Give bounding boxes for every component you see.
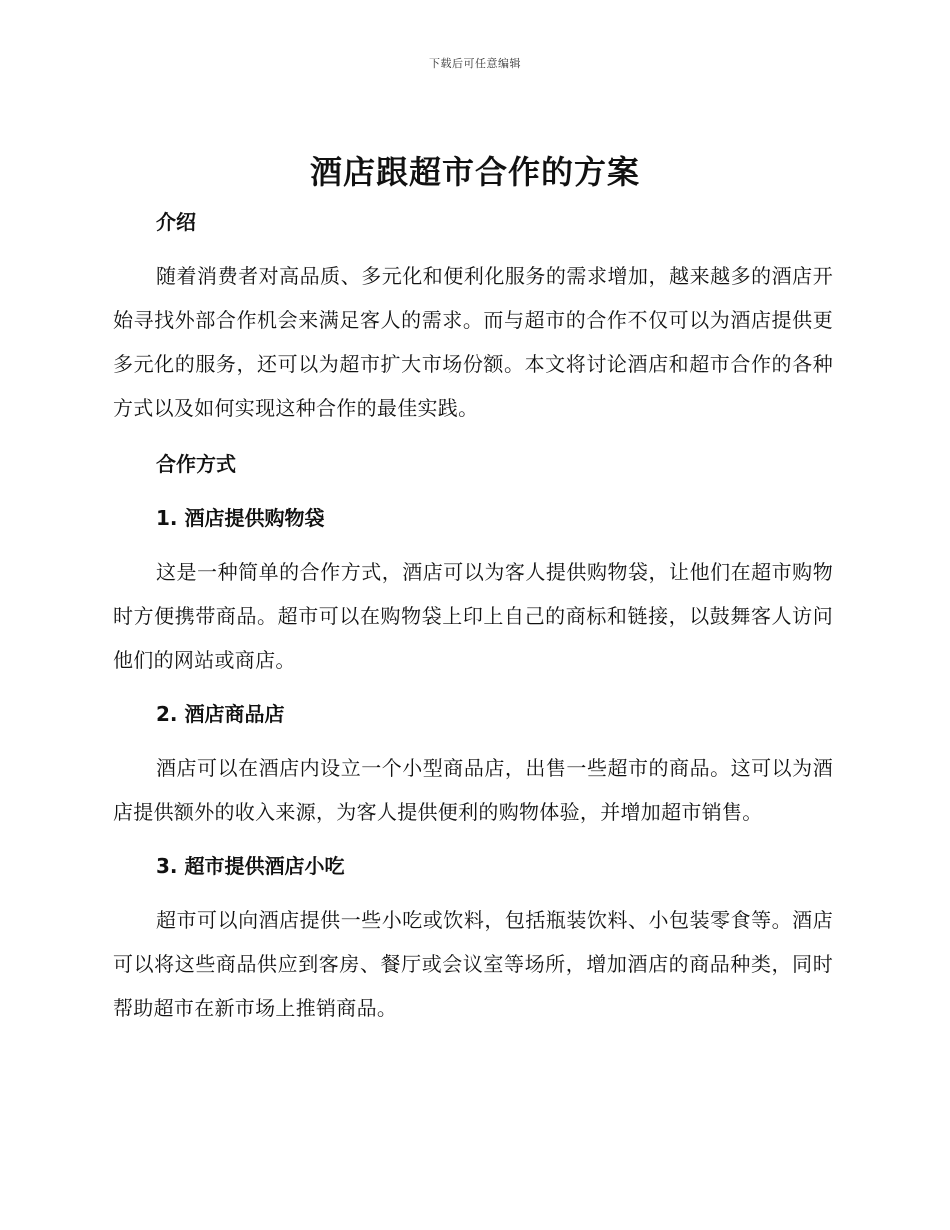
intro-paragraph: 随着消费者对高品质、多元化和便利化服务的需求增加，越来越多的酒店开始寻找外部合作机会来满足客人的需求。而与超市的合作不仅可以为酒店提供更多元化的服务，还可以为超市扩大市场份额。本文将讨论酒店和超市合作的各种方式以及如何实现这种合作的最佳实践。	[113, 264, 833, 420]
mode3-heading: 3. 超市提供酒店小吃	[156, 854, 345, 878]
document-body	[113, 202, 833, 1030]
mode1-heading: 1. 酒店提供购物袋	[156, 506, 325, 530]
header-note: 下载后可任意编辑	[429, 57, 521, 70]
mode1-paragraph: 这是一种简单的合作方式，酒店可以为客人提供购物袋，让他们在超市购物时方便携带商品。超市可以在购物袋上印上自己的商标和链接，以鼓舞客人访问他们的网站或商店。	[113, 560, 833, 672]
mode2-paragraph: 酒店可以在酒店内设立一个小型商品店，出售一些超市的商品。这可以为酒店提供额外的收入来源，为客人提供便利的购物体验，并增加超市销售。	[113, 756, 833, 824]
intro-heading: 介绍	[156, 210, 196, 234]
mode3-paragraph: 超市可以向酒店提供一些小吃或饮料，包括瓶装饮料、小包装零食等。酒店可以将这些商品供应到客房、餐厅或会议室等场所，增加酒店的商品种类，同时帮助超市在新市场上推销商品。	[113, 908, 833, 1020]
mode2-heading: 2. 酒店商品店	[156, 702, 285, 726]
document-title: 酒店跟超市合作的方案	[309, 153, 640, 191]
modes-heading: 合作方式	[156, 452, 236, 476]
